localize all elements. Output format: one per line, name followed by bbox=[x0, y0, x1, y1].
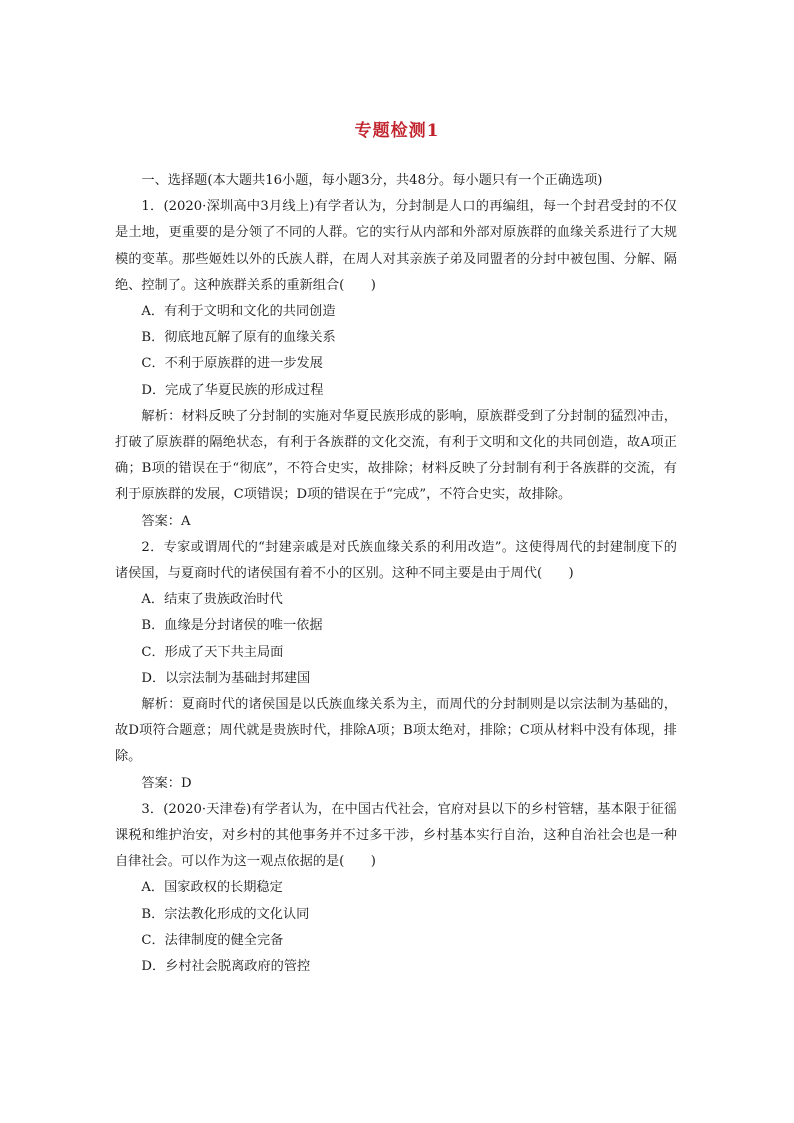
question-content bbox=[115, 168, 677, 980]
section-header: 一、选择题(本大题共16小题，每小题3分，共48分。每小题只有一个正确选项) bbox=[141, 173, 603, 188]
question-2-option-d: D．以宗法制为基础封邦建国 bbox=[141, 670, 311, 686]
question-1-option-b: B．彻底地瓦解了原有的血缘关系 bbox=[141, 330, 336, 346]
question-2-answer: 答案：D bbox=[141, 775, 192, 791]
page-title: 专题检测1 bbox=[354, 121, 440, 141]
question-1-option-c: C．不利于原族群的进一步发展 bbox=[141, 356, 323, 372]
question-1-stem: 1．(2020·深圳高中3月线上)有学者认为，分封制是人口的再编组，每一个封君受封的不仅是土地，更重要的是分领了不同的人群。它的实行从内部和外部对原族群的血缘关系进行了大规模的变革。那些姬姓以外的氏族人群，在周人对其亲族子弟及同盟者的分封中被包围、分解、隔绝、控制了。这种族群关系的重新组合( ) bbox=[115, 199, 677, 293]
question-3-option-d: D．乡村社会脱离政府的管控 bbox=[141, 959, 311, 975]
question-2-option-a: A．结束了贵族政治时代 bbox=[141, 592, 283, 608]
question-1-option-d: D．完成了华夏民族的形成过程 bbox=[141, 382, 324, 398]
question-2-stem: 2．专家或谓周代的“封建亲戚是对氏族血缘关系的利用改造”。这使得周代的封建制度下的诸侯国，与夏商时代的诸侯国有着不小的区别。这种不同主要是由于周代( ) bbox=[115, 539, 677, 582]
question-2-analysis: 解析：夏商时代的诸侯国是以氏族血缘关系为主，而周代的分封制则是以宗法制为基础的，故D项符合题意；周代就是贵族时代，排除A项；B项太绝对，排除；C项从材料中没有体现，排除。 bbox=[115, 697, 677, 765]
question-2-option-b: B．血缘是分封诸侯的唯一依据 bbox=[141, 618, 323, 634]
question-1-answer: 答案：A bbox=[141, 513, 191, 529]
question-3-option-c: C．法律制度的健全完备 bbox=[141, 932, 284, 948]
question-3-stem: 3．(2020·天津卷)有学者认为，在中国古代社会，官府对县以下的乡村管辖，基本限于征徭课税和维护治安，对乡村的其他事务并不过多干涉，乡村基本实行自治，这种自治社会也是一种自律社会。可以作为这一观点依据的是( ) bbox=[115, 801, 677, 870]
question-1-option-a: A．有利于文明和文化的共同创造 bbox=[141, 304, 336, 320]
question-3-option-a: A．国家政权的长期稳定 bbox=[141, 880, 283, 896]
question-2-option-c: C．形成了天下共主局面 bbox=[141, 644, 284, 660]
question-1-analysis: 解析：材料反映了分封制的实施对华夏民族形成的影响，原族群受到了分封制的猛烈冲击，打破了原族群的隔绝状态，有利于各族群的文化交流，有利于文明和文化的共同创造，故A项正确；B项的错误在于“彻底”，不符合史实，故排除；材料反映了分封制有利于各族群的交流，有利于原族群的发展，C项错误；D项的错误在于“完成”，不符合史实，故排除。 bbox=[115, 408, 677, 503]
question-3-option-b: B．宗法教化形成的文化认同 bbox=[141, 906, 310, 922]
